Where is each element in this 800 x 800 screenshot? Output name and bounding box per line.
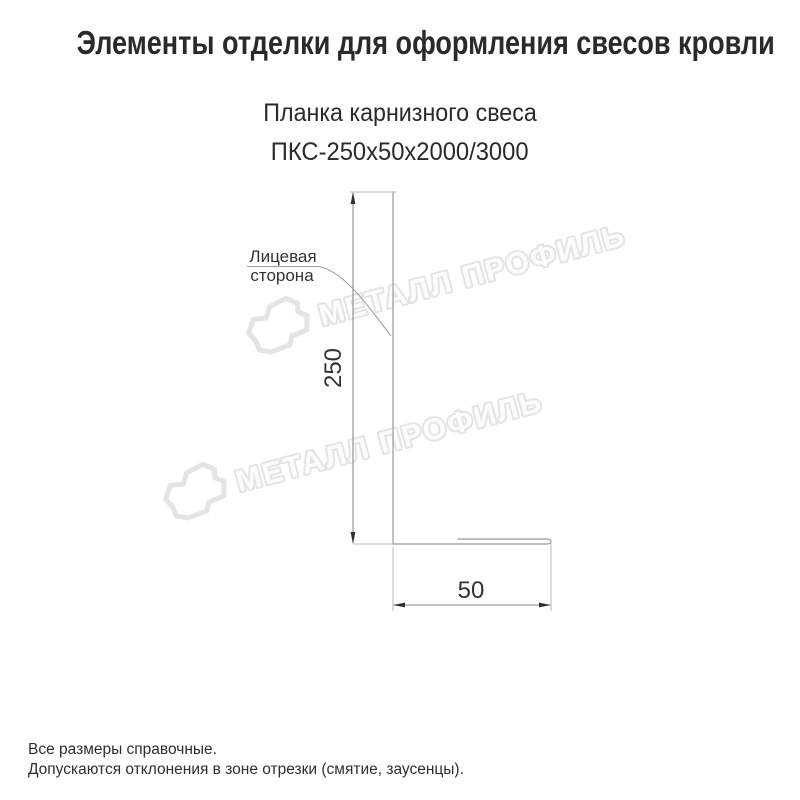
footer-note-dimensions: Все размеры справочные. bbox=[28, 741, 217, 758]
arrow-left-icon bbox=[393, 603, 405, 608]
product-subtitle-text: Планка карнизного свеса bbox=[263, 99, 537, 127]
metall-profil-logo-icon bbox=[242, 294, 313, 356]
page-title-text: Элементы отделки для оформления свесов кровли bbox=[76, 24, 775, 61]
arrow-down-icon bbox=[351, 532, 356, 544]
arrow-up-icon bbox=[351, 192, 356, 204]
product-model-text: ПКС-250х50х2000/3000 bbox=[271, 138, 529, 166]
metall-profil-logo-icon bbox=[159, 460, 230, 522]
watermark-2 bbox=[159, 375, 547, 522]
dim-250-value: 250 bbox=[320, 347, 347, 389]
watermark-text: МЕТАЛЛ ПРОФИЛЬ bbox=[232, 384, 547, 499]
face-side-label-line2: сторона bbox=[250, 266, 314, 285]
dim-50-value: 50 bbox=[457, 577, 485, 604]
footer-note-tolerances: Допускаются отклонения в зоне отрезки (смятие, заусенцы). bbox=[28, 761, 464, 778]
face-side-label-line1: Лицевая bbox=[249, 247, 317, 266]
watermark-text: МЕТАЛЛ ПРОФИЛЬ bbox=[315, 218, 630, 333]
arrow-right-icon bbox=[539, 603, 551, 608]
